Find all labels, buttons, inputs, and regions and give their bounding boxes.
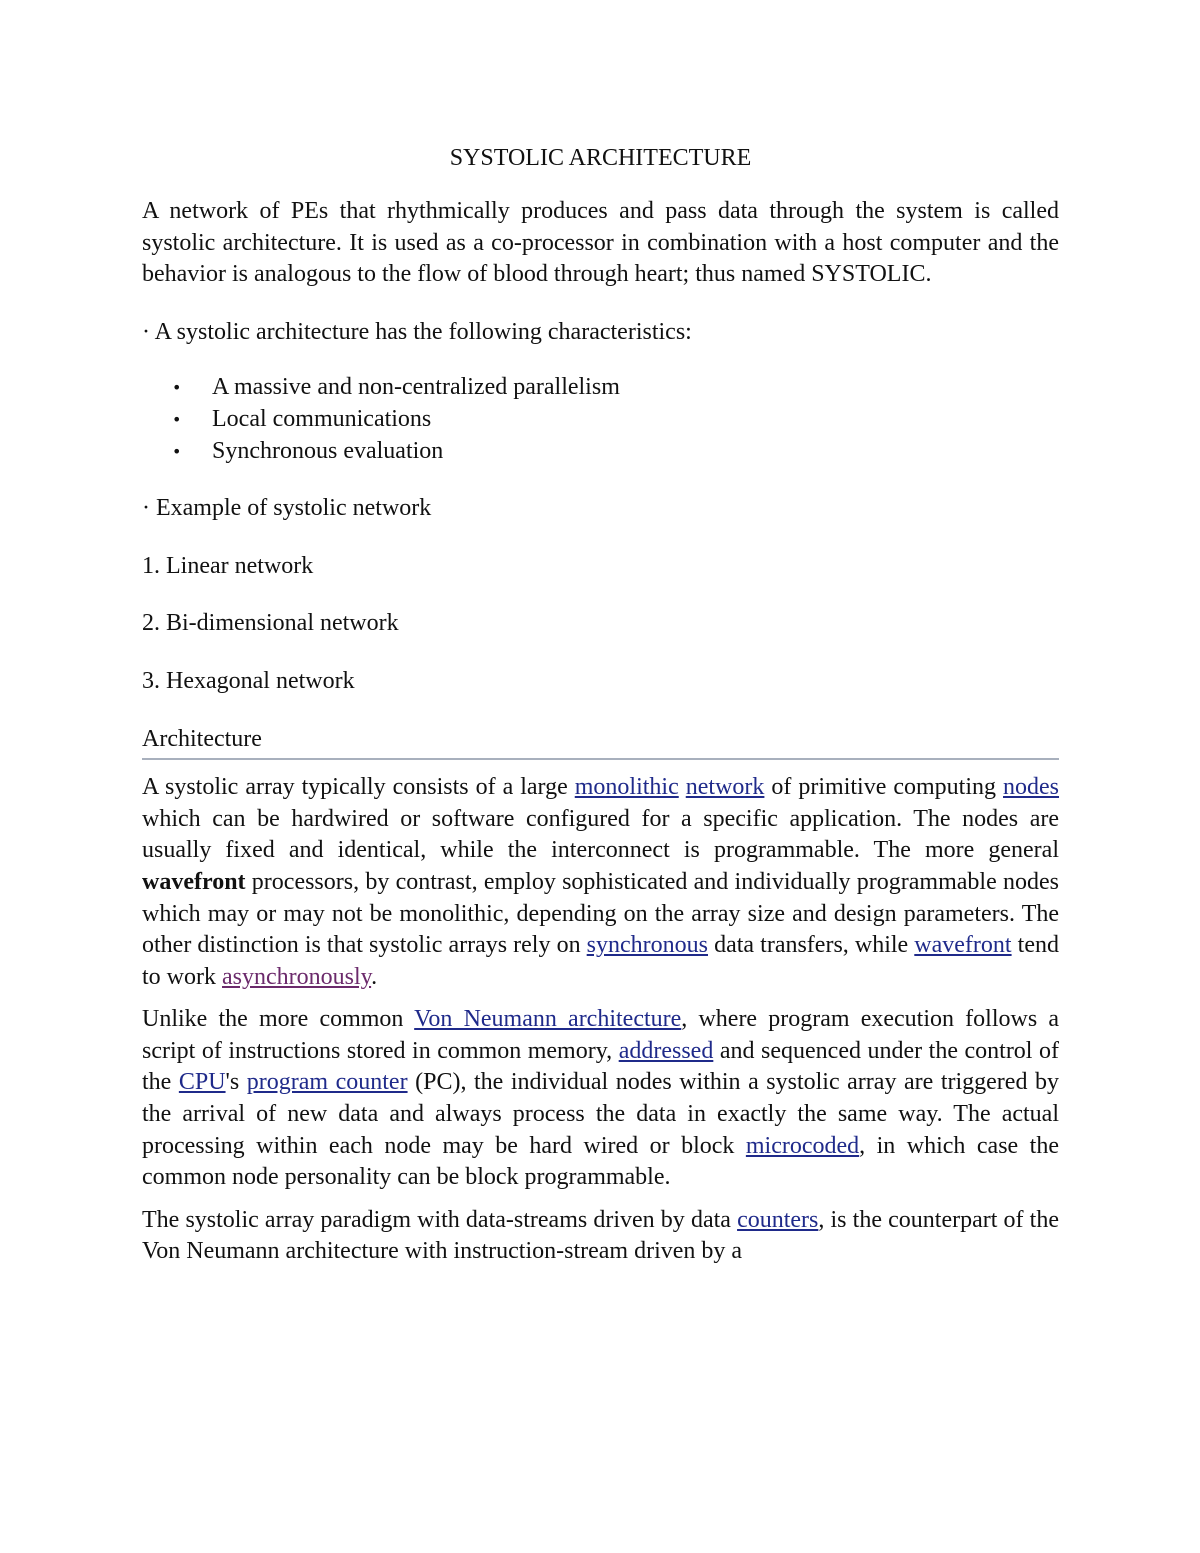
text-run: Unlike the more common xyxy=(142,1006,415,1033)
link-cpu[interactable]: CPU xyxy=(178,1069,226,1096)
section-heading-architecture: Architecture xyxy=(142,724,1059,761)
text-run: tend to work xyxy=(142,932,1060,990)
link-von-neumann-architecture[interactable]: Von Neumann architecture xyxy=(414,1006,682,1033)
document-page xyxy=(142,140,1059,1268)
bullet-icon: • xyxy=(172,409,182,429)
text-run xyxy=(679,774,686,800)
text-run: of primitive computing xyxy=(764,774,1004,801)
list-item-text: Synchronous evaluation xyxy=(212,437,444,464)
bold-term-wavefront: wavefront xyxy=(142,868,246,895)
link-asynchronously[interactable]: asynchronously xyxy=(222,963,372,990)
list-item xyxy=(142,436,1059,468)
text-run: , in which case the common node personality can be block programmable. xyxy=(142,1132,1059,1191)
text-run: (PC), the individual nodes within a systolic array are triggered by the arrival of new data and always process the data in exactly the same way. The actual processing within each node may be hard wired or block xyxy=(142,1069,1059,1159)
examples-lead: · Example of systolic network xyxy=(142,495,432,522)
text-run: , is the counterpart of the Von Neumann architecture with instruction-stream driven by a xyxy=(142,1206,1059,1265)
intro-paragraph: A network of PEs that rhythmically produces and pass data through the system is called systolic architecture. It is used as a co-processor in combination with a host computer and the behavior is analogous to the flow of blood through heart; thus named SYSTOLIC. xyxy=(142,198,1059,288)
list-item xyxy=(142,404,1059,436)
example-item-hexagonal: 3. Hexagonal network xyxy=(142,667,355,694)
link-network[interactable]: network xyxy=(685,774,765,801)
text-run: data transfers, while xyxy=(708,932,915,959)
list-item-text: Local communications xyxy=(212,405,432,432)
link-microcoded[interactable]: microcoded xyxy=(745,1132,860,1159)
characteristics-list xyxy=(142,372,1059,467)
link-monolithic[interactable]: monolithic xyxy=(574,774,679,801)
architecture-paragraph-3 xyxy=(142,1205,1059,1268)
link-program-counter[interactable]: program counter xyxy=(246,1069,408,1096)
link-counters[interactable]: counters xyxy=(737,1206,819,1233)
text-run: and sequenced under the control of the xyxy=(142,1037,1059,1096)
text-run: , where program execution follows a script of instructions stored in common memory, xyxy=(142,1006,1059,1064)
text-run: processors, by contrast, employ sophisticated and individually programmable nodes which may or may not be monolithic, depending on the array size and design parameters. The other distinction is that systolic arrays rely on xyxy=(142,868,1059,959)
link-synchronous[interactable]: synchronous xyxy=(586,932,708,959)
bullet-icon: • xyxy=(172,441,182,461)
text-run: . xyxy=(371,963,378,990)
example-item-linear: 1. Linear network xyxy=(142,552,314,579)
document-title: SYSTOLIC ARCHITECTURE xyxy=(449,145,752,171)
text-run: 's xyxy=(225,1069,247,1096)
text-run: A systolic array typically consists of a large xyxy=(142,774,575,801)
list-item xyxy=(142,372,1059,404)
link-wavefront[interactable]: wavefront xyxy=(914,932,1012,959)
architecture-paragraph-2 xyxy=(142,1004,1059,1194)
example-item-bidimensional: 2. Bi-dimensional network xyxy=(142,610,399,637)
architecture-paragraph-1 xyxy=(142,772,1059,993)
link-addressed[interactable]: addressed xyxy=(618,1037,714,1064)
text-run: The systolic array paradigm with data-streams driven by data xyxy=(142,1206,738,1233)
link-nodes[interactable]: nodes xyxy=(1003,774,1060,801)
list-item-text: A massive and non-centralized parallelism xyxy=(212,374,620,401)
text-run: which can be hardwired or software configured for a specific application. The nodes are usually fixed and identical, while the interconnect is programmable. The more general xyxy=(142,805,1059,864)
bullet-icon: • xyxy=(172,378,182,398)
characteristics-lead: · A systolic architecture has the following characteristics: xyxy=(142,318,692,345)
